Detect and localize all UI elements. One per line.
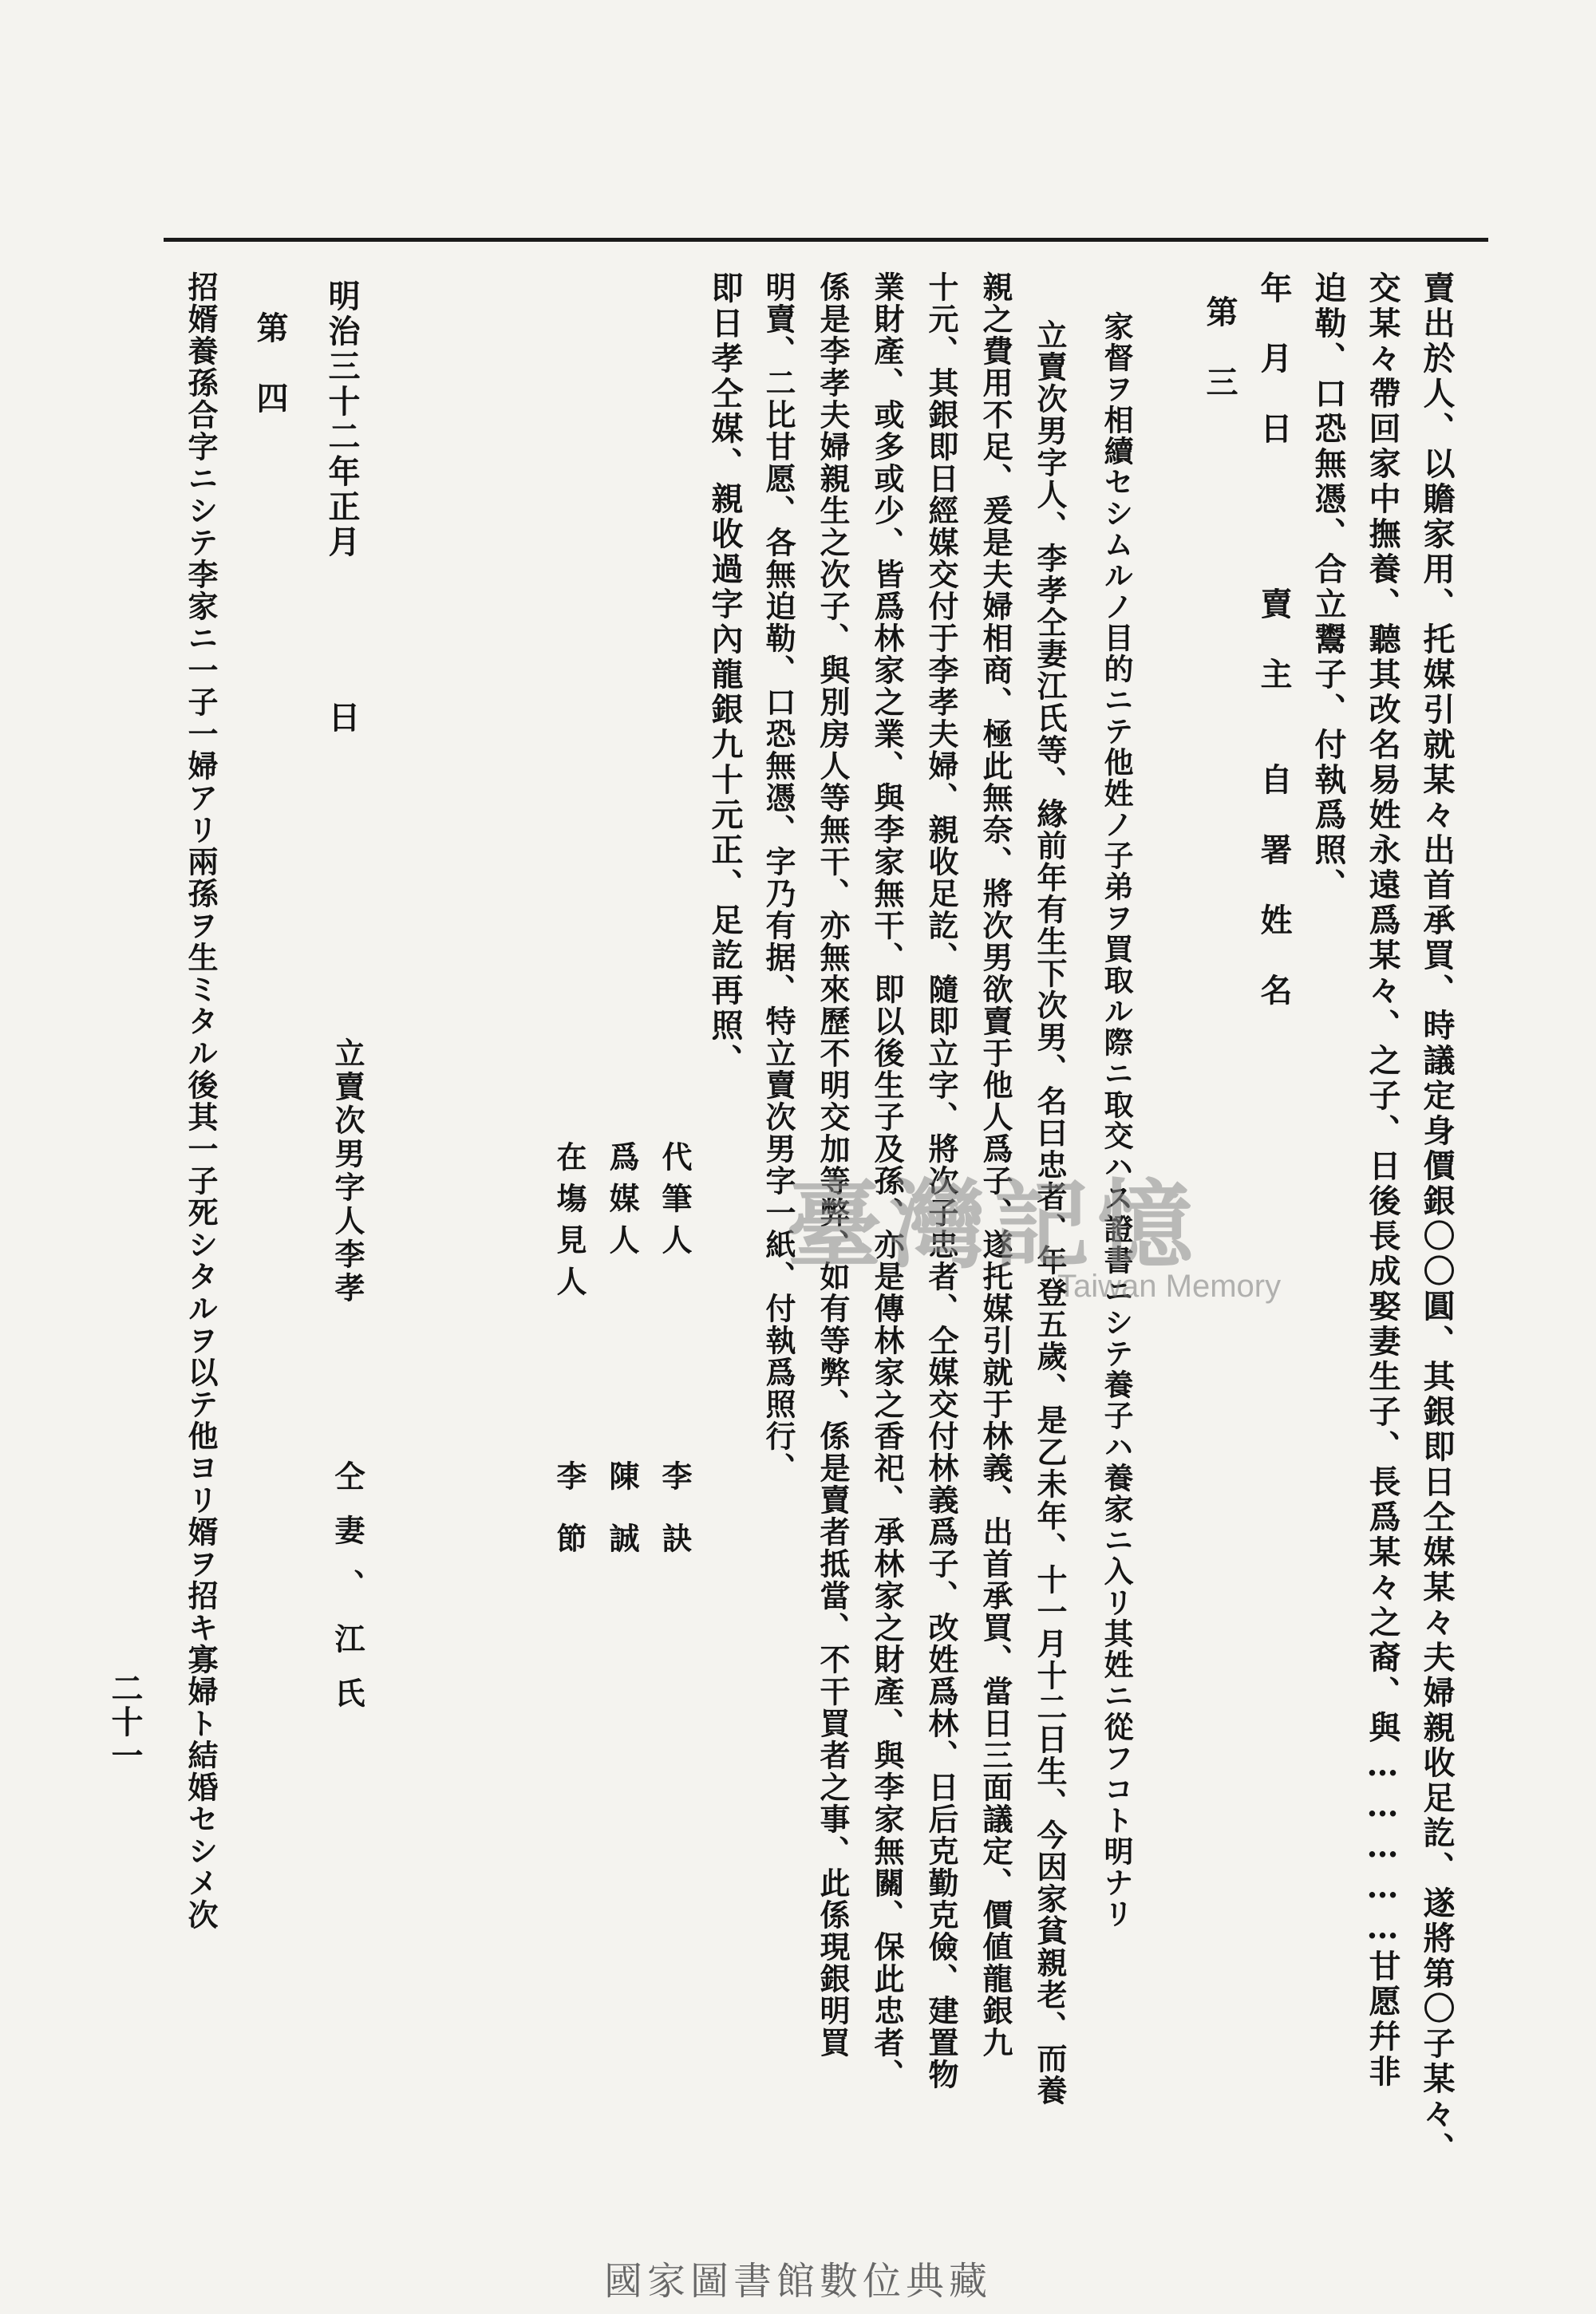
signature-role-matchmaker: 爲媒人 bbox=[604, 1141, 640, 1266]
header-rule bbox=[164, 238, 1488, 242]
text-column-10: 業財產、或多或少、皆爲林家之業、與李家無干、即以後生子及孫、亦是傳林家之香祀、承林家之財產、與李家無關、保此忠者、 bbox=[869, 271, 905, 2091]
signature-name-matchmaker: 陳誠 bbox=[604, 1460, 640, 1585]
signature-role-scribe: 代筆人 bbox=[657, 1141, 693, 1266]
text-column-4: 年 月 日 賣 主 自 署 姓 名 bbox=[1255, 271, 1293, 1009]
section-heading-3: 第 三 bbox=[1201, 295, 1238, 401]
taiwan-memory-watermark bbox=[786, 1149, 1297, 1341]
text-column-2: 交某々帶回家中撫養、聽其改名易姓永遠爲某々、之子、日後長成娶妻生子、長爲某々之裔、與……………甘愿幷非 bbox=[1364, 271, 1401, 2090]
section-heading-4: 第 四 bbox=[251, 311, 289, 417]
watermark-cn: 臺灣記憶 bbox=[786, 1169, 1201, 1281]
seller-label: 立賣次男字人李孝 bbox=[330, 1037, 365, 1305]
text-column-11: 係是李孝夫婦親生之次子、與別房人等無干、亦無來歷不明交加等弊、如有等弊、係是賣者抵當、不干買者之事、此係現銀明買 bbox=[815, 271, 851, 2059]
signature-name-scribe: 李訣 bbox=[657, 1460, 693, 1585]
text-column-6: 家督ヲ相續セシムルノ目的ニテ他姓ノ子弟ヲ買取ル際ニ取交ハス證書ニシテ養子ハ養家ニ入リ其姓ニ從フコト明ナリ bbox=[1099, 311, 1134, 1929]
text-column-13: 即日孝仝媒、親收過字內龍銀九十元正、足訖再照、 bbox=[706, 271, 744, 1079]
signature-name-witness: 李節 bbox=[551, 1460, 587, 1585]
text-column-9: 十元、其銀即日經媒交付于李孝夫婦、親收足訖、隨即立字、將次子忠者、仝媒交付林義爲子、改姓爲林、日后克勤克儉、建置物 bbox=[923, 271, 959, 2091]
text-column-3: 迫勒、口恐無憑、合立鬻子、付執爲照、 bbox=[1310, 271, 1347, 903]
watermark-en: Taiwan Memory bbox=[1057, 1269, 1282, 1304]
signature-role-witness: 在塲見人 bbox=[551, 1141, 587, 1307]
date-column: 明治三十二年正月 日 bbox=[323, 279, 361, 736]
text-column-16: 招婿養孫合字ニシテ李家ニ一子一婦アリ兩孫ヲ生ミタル後其一子死シタルヲ以テ他ヨリ婿ヲ招キ寡婦ト結婚セシメ次 bbox=[183, 271, 219, 1931]
text-column-8: 親之費用不足、爰是夫婦相商、極此無奈、將次男欲賣于他人爲子、遂托媒引就于林義、出首承買、當日三面議定、價値龍銀九 bbox=[978, 271, 1013, 2059]
text-column-1: 賣出於人、以贍家用、托媒引就某々出首承買、時議定身價銀〇〇圓、其銀即日仝媒某々夫婦親收足訖、遂將第〇子某々、 bbox=[1418, 271, 1456, 2167]
text-column-12: 明賣、二比甘愿、各無迫勒、口恐無憑、字乃有据、特立賣次男字一紙、付執爲照行、 bbox=[760, 271, 796, 1484]
page-number: 二十一 bbox=[106, 1672, 144, 1772]
seller-spouse: 仝妻、江氏 bbox=[330, 1460, 365, 1732]
footer-archive-label: 國家圖書館數位典藏 bbox=[603, 2259, 992, 2304]
text-column-7: 立賣次男字人、李孝仝妻江氏等、緣前年有生下次男、名曰忠者、年登五歲、是乙未年、十一月十二日生、今因家貧親老、而養 bbox=[1032, 319, 1068, 2107]
